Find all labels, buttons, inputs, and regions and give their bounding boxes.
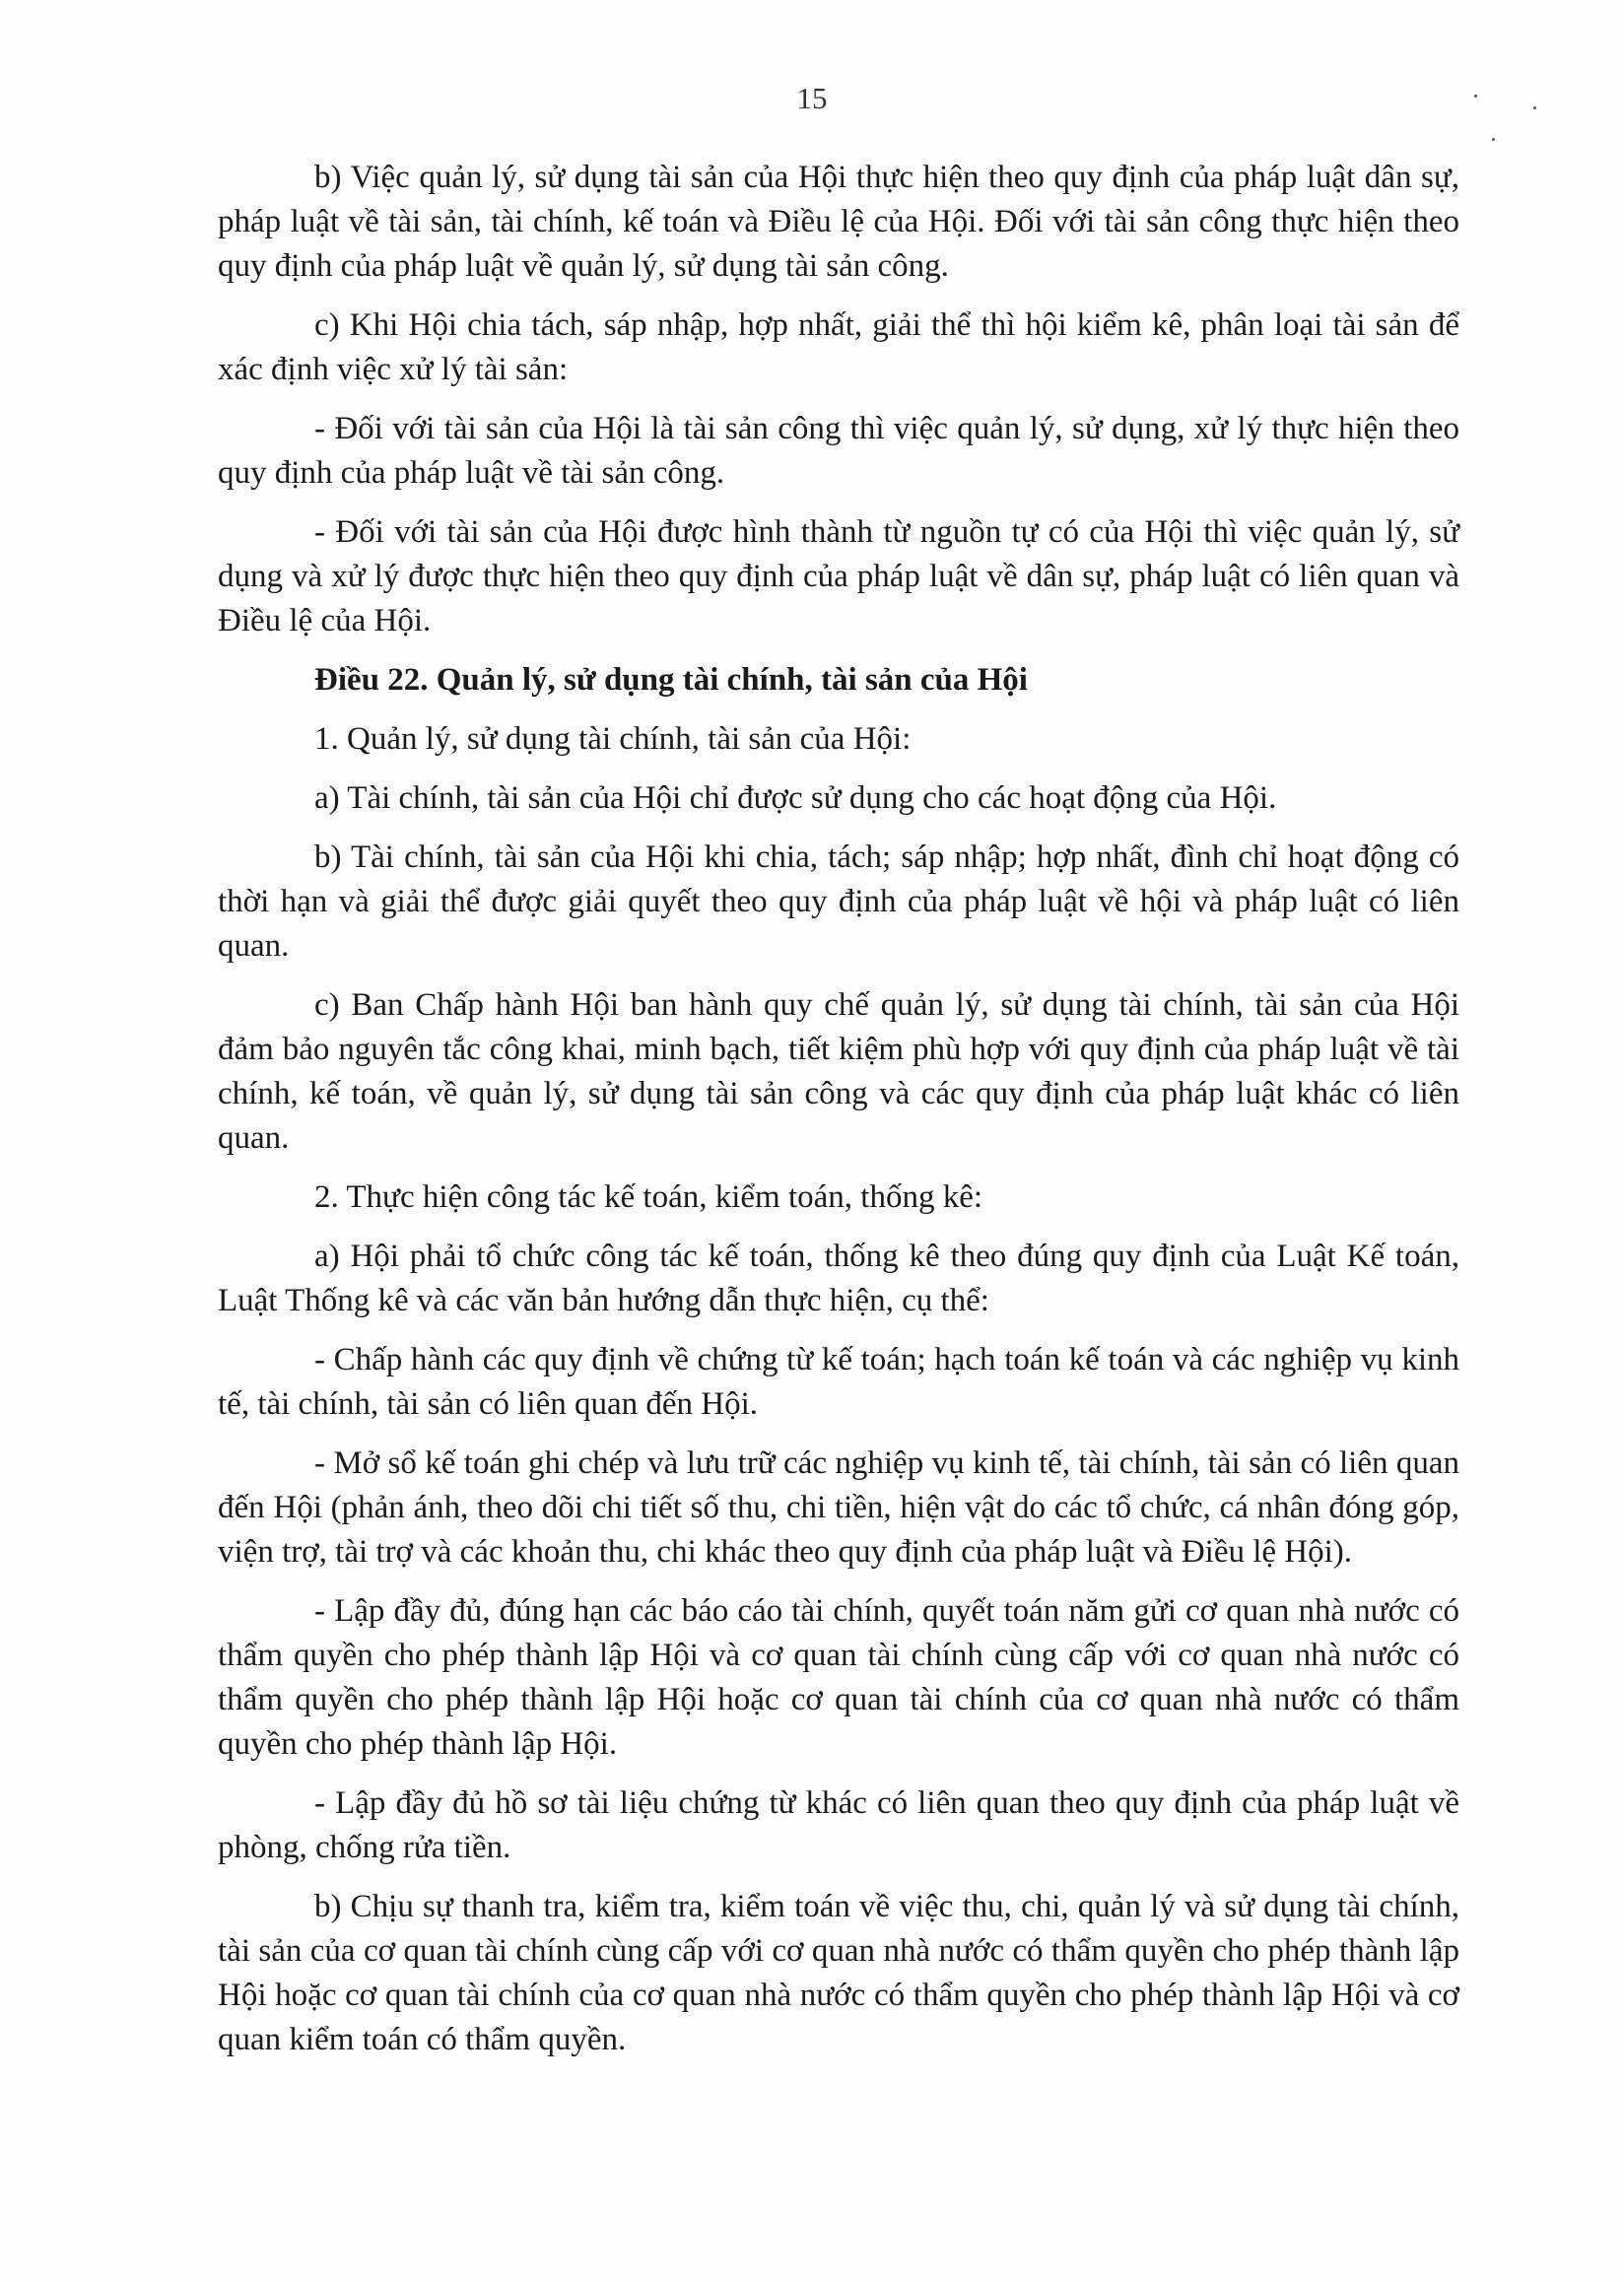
paragraph-22-1c: c) Ban Chấp hành Hội ban hành quy chế quản lý, sử dụng tài chính, tài sản của Hội đảm bảo nguyên tắc công khai, minh bạch, tiết kiệm phù hợp với quy định của pháp luật về tài chính, kế toán, về quản lý, sử dụng tài sản công và các quy định của pháp luật khác có liên quan. — [218, 987, 1459, 1156]
scan-speck — [1533, 106, 1536, 109]
paragraph-22-1a: a) Tài chính, tài sản của Hội chỉ được sử dụng cho các hoạt động của Hội. — [314, 780, 1277, 816]
scan-speck — [1474, 95, 1477, 98]
paragraph-public-assets: - Đối với tài sản của Hội là tài sản công thì việc quản lý, sử dụng, xử lý thực hiện theo quy định của pháp luật về tài sản công. — [218, 411, 1459, 491]
document-body — [218, 156, 1459, 2077]
paragraph-22-1: 1. Quản lý, sử dụng tài chính, tài sản của Hội: — [314, 721, 912, 757]
paragraph-financial-reports: - Lập đầy đủ, đúng hạn các báo cáo tài chính, quyết toán năm gửi cơ quan nhà nước có thẩm quyền cho phép thành lập Hội và cơ quan tài chính cùng cấp với cơ quan nhà nước có thẩm quyền cho phép thành lập Hội hoặc cơ quan tài chính của cơ quan nhà nước có thẩm quyền cho phép thành lập Hội. — [218, 1593, 1459, 1762]
paragraph-22-2: 2. Thực hiện công tác kế toán, kiểm toán, thống kê: — [314, 1179, 983, 1215]
paragraph-accounting-vouchers: - Chấp hành các quy định về chứng từ kế toán; hạch toán kế toán và các nghiệp vụ kinh tế, tài chính, tài sản có liên quan đến Hội. — [218, 1342, 1459, 1422]
paragraph-22-2a: a) Hội phải tổ chức công tác kế toán, thống kê theo đúng quy định của Luật Kế toán, Luật Thống kê và các văn bản hướng dẫn thực hiện, cụ thể: — [218, 1239, 1459, 1318]
scan-speck — [1492, 138, 1495, 141]
paragraph-22-2b: b) Chịu sự thanh tra, kiểm tra, kiểm toán về việc thu, chi, quản lý và sử dụng tài chính, tài sản của cơ quan tài chính cùng cấp với cơ quan nhà nước có thẩm quyền cho phép thành lập Hội hoặc cơ quan tài chính của cơ quan nhà nước có thẩm quyền cho phép thành lập Hội và cơ quan kiểm toán có thẩm quyền. — [218, 1889, 1459, 2057]
paragraph-3c: c) Khi Hội chia tách, sáp nhập, hợp nhất, giải thể thì hội kiểm kê, phân loại tài sản để xác định việc xử lý tài sản: — [218, 307, 1459, 387]
paragraph-22-1b: b) Tài chính, tài sản của Hội khi chia, tách; sáp nhập; hợp nhất, đình chỉ hoạt động có thời hạn và giải thể được giải quyết theo quy định của pháp luật về hội và pháp luật có liên quan. — [218, 839, 1459, 964]
paragraph-accounting-books: - Mở sổ kế toán ghi chép và lưu trữ các nghiệp vụ kinh tế, tài chính, tài sản có liên quan đến Hội (phản ánh, theo dõi chi tiết số thu, chi tiền, hiện vật do các tổ chức, cá nhân đóng góp, viện trợ, tài trợ và các khoản thu, chi khác theo quy định của pháp luật và Điều lệ Hội). — [218, 1445, 1459, 1570]
paragraph-anti-money-laundering: - Lập đầy đủ hồ sơ tài liệu chứng từ khác có liên quan theo quy định của pháp luật về phòng, chống rửa tiền. — [218, 1785, 1459, 1865]
article-22-heading: Điều 22. Quản lý, sử dụng tài chính, tài sản của Hội — [314, 662, 1028, 698]
paragraph-own-assets: - Đối với tài sản của Hội được hình thành từ nguồn tự có của Hội thì việc quản lý, sử dụng và xử lý được thực hiện theo quy định của pháp luật về dân sự, pháp luật có liên quan và Điều lệ của Hội. — [218, 514, 1459, 638]
page-number: 15 — [796, 81, 828, 115]
paragraph-3b: b) Việc quản lý, sử dụng tài sản của Hội thực hiện theo quy định của pháp luật dân sự, pháp luật về tài sản, tài chính, kế toán và Điều lệ của Hội. Đối với tài sản công thực hiện theo quy định của pháp luật về quản lý, sử dụng tài sản công. — [218, 160, 1459, 284]
